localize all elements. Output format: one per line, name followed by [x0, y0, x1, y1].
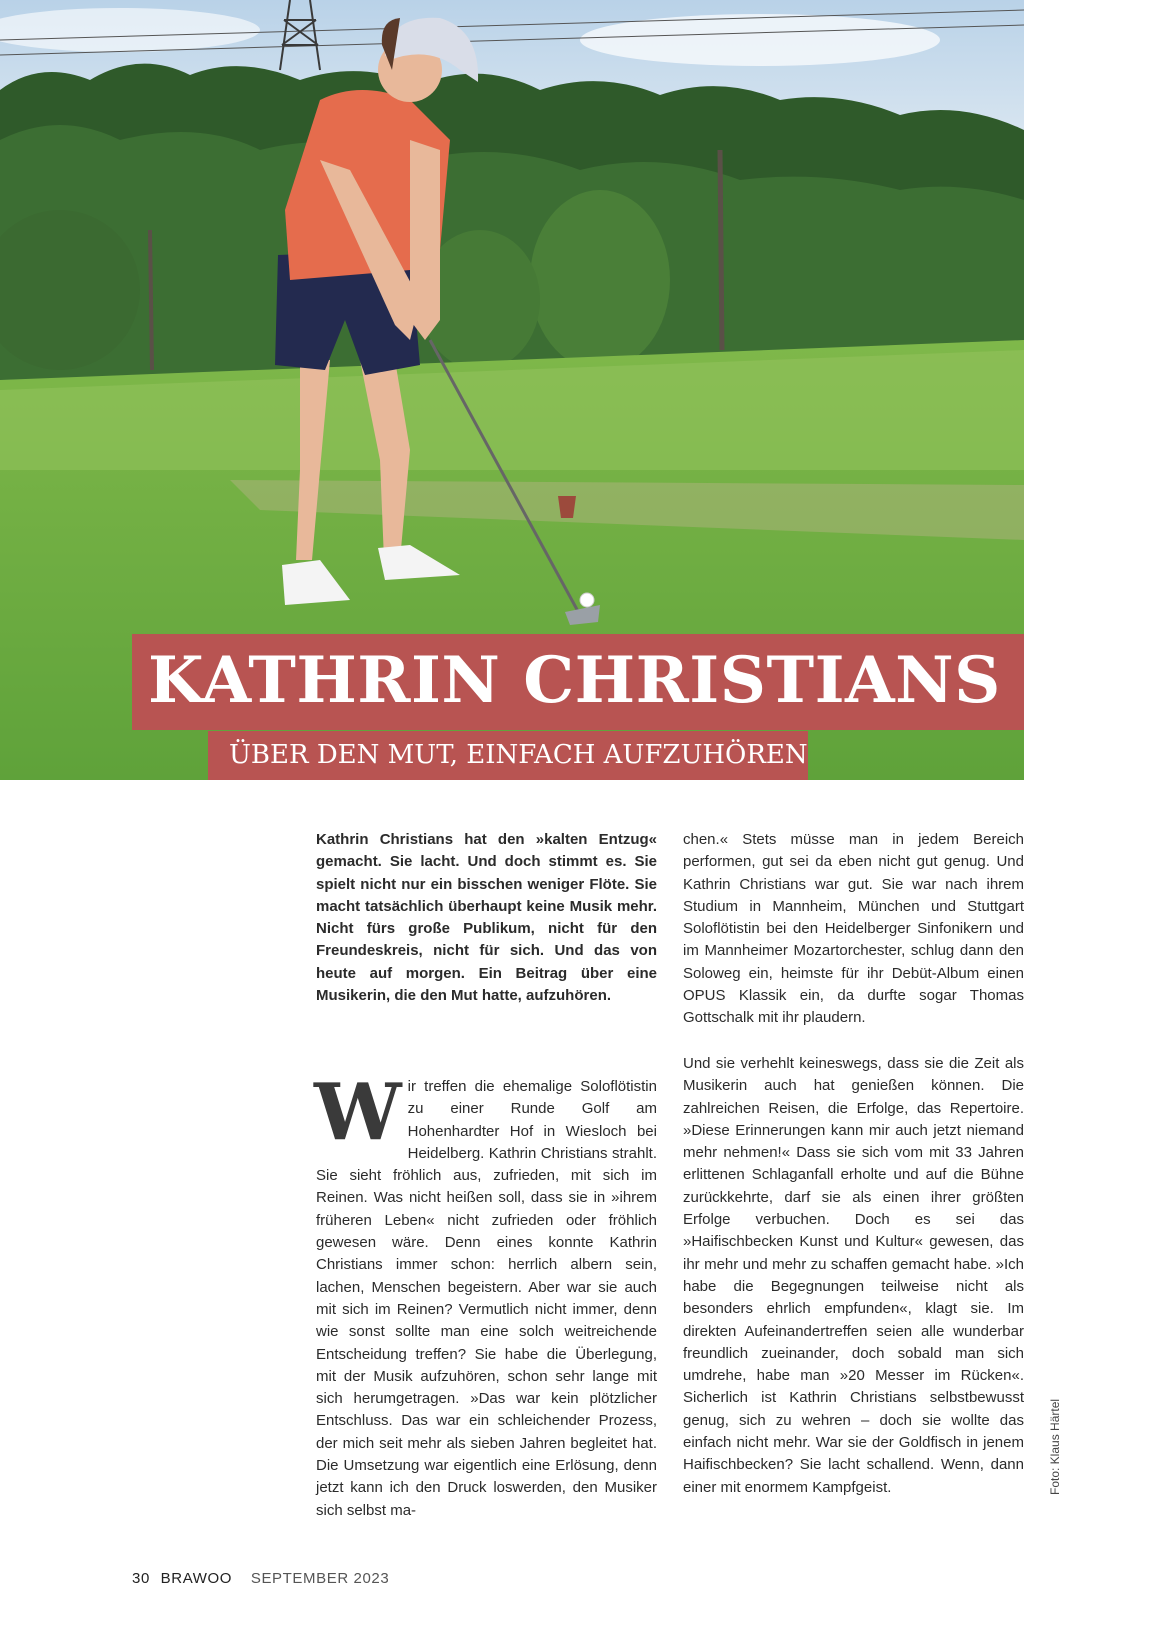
magazine-name: BRAWOO: [160, 1570, 233, 1587]
article-lead: [316, 829, 657, 1007]
body-paragraph-3: Und sie verhehlt keineswegs, dass sie die Zeit als Musikerin auch hat genießen können. Die zahlreichen Reisen, die Erfolge, das Repertoire. »Diese Erinnerungen kann mir auch jetzt niemand mehr nehmen!« Dass sie sich vom mit 33 Jahren erlittenen Schlaganfall erholte und auf die Bühne zurückkehrte, darf sie als einen ihrer größten Erfolge verbuchen. Doch es sei das »Haifischbecken Kunst und Kultur« gewesen, das ihr mehr und mehr zu schaffen gemacht habe. »Ich habe die Begegnungen teilweise nicht als besonders ehrlich empfunden«, klagt sie. Im direkten Aufeinandertreffen seien alle wunderbar freundlich zueinander, doch sobald man sich umdrehe, habe man »20 Messer im Rücken«. Sicherlich ist Kathrin Christians selbstbewusst genug, sich zu wehren – doch sie wollte das einfach nicht mehr. War sie der Goldfisch in jenem Haifischbecken? Sie lacht schallend. Wenn, dann einer mit enormem Kampfgeist.: [683, 1055, 1024, 1496]
article-column-right-bottom: [683, 1053, 1024, 1499]
photo-credit: Foto: Klaus Härtel: [1048, 1398, 1062, 1495]
tee-marker: [558, 496, 576, 518]
lead-paragraph: Kathrin Christians hat den »kalten Entzug« gemacht. Sie lacht. Und doch stimmt es. Sie spielt nicht nur ein bisschen weniger Flöte. Sie macht tatsächlich überhaupt keine Musik mehr. Nicht fürs große Publikum, nicht für den Freundeskreis, nicht für sich. Und das von heute auf morgen. Ein Beitrag über eine Musikerin, die den Mut hatte, aufzuhören.: [316, 831, 657, 1005]
article-column-right-top: [683, 829, 1024, 1030]
article-subtitle: ÜBER DEN MUT, EINFACH AUFZUHÖREN: [229, 740, 808, 770]
drop-cap: W: [314, 1067, 402, 1158]
body-paragraph-2: chen.« Stets müsse man in jedem Bereich performen, gut sei da eben nicht gut genug. Und Kathrin Christians war gut. Sie war nach ihrem Studium in Mannheim, München und Stuttgart Soloflötistin bei den Heidelberger Sinfonikern und im Mannheimer Mozartorchester, schlug dann den Soloweg ein, heimste für ihr Debüt-Album einen OPUS Klassik ein, da durfte sogar Thomas Gottschalk mit ihr plaudern.: [683, 831, 1024, 1027]
article-title: KATHRIN CHRISTIANS: [148, 643, 1001, 718]
page-number: 30: [132, 1570, 150, 1587]
article-column-left: [314, 1067, 657, 1522]
page-footer: [132, 1570, 389, 1587]
body-paragraph-1-text: ir treffen die ehemalige Soloflötistin zu einer Runde Golf am Hohenhardter Hof in Wiesloch bei Heidelberg. Kathrin Christians strahlt. Sie sieht fröhlich aus, zufrieden, mit sich im Reinen. Was nicht heißen soll, dass sie in »ihrem früheren Leben« nicht zufrieden oder fröhlich gewesen wäre. Denn eines konnte Kathrin Christians immer schon: herrlich albern sein, lachen, Menschen begeistern. Aber war sie auch mit sich im Reinen? Vermutlich nicht immer, denn wie sonst sollte man eine solch weitreichende Entscheidung treffen? Sie habe die Überlegung, mit der Musik aufzuhören, schon sehr lange mit sich herumgetragen. »Das war kein plötzlicher Entschluss. Das war ein schleichender Prozess, der mich seit mehr als sieben Jahren begleitet hat. Die Umsetzung war eigentlich eine Erlösung, denn jetzt kann ich den Druck loswerden, den Musiker sich selbst ma-: [316, 1078, 657, 1519]
body-paragraph-1: [314, 1067, 657, 1522]
issue-date: SEPTEMBER 2023: [250, 1570, 390, 1587]
